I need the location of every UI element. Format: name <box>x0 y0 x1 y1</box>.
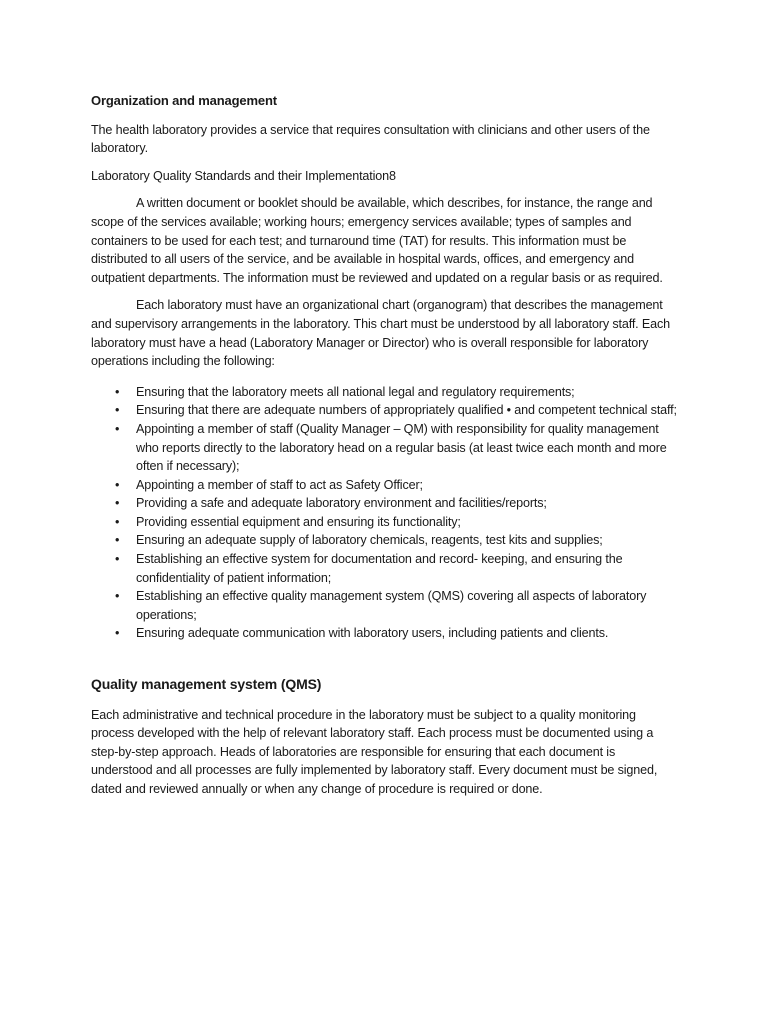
section-heading: Organization and management <box>91 93 277 108</box>
document-page <box>91 92 677 808</box>
list-item <box>91 401 677 420</box>
list-item-text: Providing essential equipment and ensuring its functionality; <box>136 514 461 529</box>
bullet-icon: • <box>115 477 120 492</box>
organogram-paragraph: Each laboratory must have an organizational chart (organogram) that describes the management and supervisory arrangements in the laboratory. This chart must be understood by all laboratory staff. Each laboratory must have a head (Laboratory Manager or Director) who is overall responsible for laboratory operations including the following: <box>91 298 670 369</box>
intro-paragraph: The health laboratory provides a service that requires consultation with clinicians and other users of the laboratory. <box>91 122 650 156</box>
list-item <box>91 420 677 476</box>
bullet-icon: • <box>115 403 120 418</box>
bullet-icon: • <box>115 626 120 641</box>
bullet-icon: • <box>115 552 120 567</box>
bullet-icon: • <box>115 421 120 436</box>
standards-subtitle: Laboratory Quality Standards and their Implementation8 <box>91 168 396 183</box>
list-item-text: Establishing an effective quality management system (QMS) covering all aspects of laboratory operations; <box>136 589 647 622</box>
bullet-icon: • <box>115 589 120 604</box>
list-item-text: Appointing a member of staff to act as Safety Officer; <box>136 477 423 492</box>
list-item <box>91 383 677 402</box>
list-item <box>91 494 677 513</box>
bullet-icon: • <box>115 384 120 399</box>
list-item <box>91 531 677 550</box>
list-item <box>91 550 677 587</box>
bullet-icon: • <box>115 514 120 529</box>
qms-paragraph: Each administrative and technical procedure in the laboratory must be subject to a quality monitoring process developed with the help of relevant laboratory staff. Each process must be documented using a step-by-step approach. Heads of laboratories are responsible for ensuring that each document is understood and all processes are fully implemented by laboratory staff. Every document must be signed, dated and reviewed annually or when any change of procedure is required or done. <box>91 707 658 796</box>
list-item-text: Providing a safe and adequate laboratory environment and facilities/reports; <box>136 496 547 511</box>
bullet-icon: • <box>115 496 120 511</box>
booklet-paragraph: A written document or booklet should be available, which describes, for instance, the range and scope of the services available; working hours; emergency services available; types of samples and containers to be used for each test; and turnaround time (TAT) for results. This information must be distributed to all users of the service, and be available in hospital wards, offices, and emergency and outpatient departments. The information must be reviewed and updated on a regular basis or as required. <box>91 196 663 285</box>
list-item-text: Appointing a member of staff (Quality Manager – QM) with responsibility for quality management who reports directly to the laboratory head on a regular basis (at least twice each month and more often if necessary); <box>136 421 667 474</box>
responsibilities-list <box>91 383 677 643</box>
qms-heading: Quality management system (QMS) <box>91 676 322 693</box>
list-item-text: Ensuring that the laboratory meets all national legal and regulatory requirements; <box>136 384 575 399</box>
list-item <box>91 587 677 624</box>
bullet-icon: • <box>115 533 120 548</box>
list-item-text: Ensuring adequate communication with laboratory users, including patients and clients. <box>136 626 609 641</box>
list-item <box>91 476 677 495</box>
list-item <box>91 513 677 532</box>
list-item-text: Establishing an effective system for documentation and record- keeping, and ensuring the confidentiality of patient information; <box>136 552 623 585</box>
list-item-text: Ensuring that there are adequate numbers of appropriately qualified • and competent technical staff; <box>136 403 677 418</box>
list-item <box>91 624 677 643</box>
list-item-text: Ensuring an adequate supply of laboratory chemicals, reagents, test kits and supplies; <box>136 533 603 548</box>
